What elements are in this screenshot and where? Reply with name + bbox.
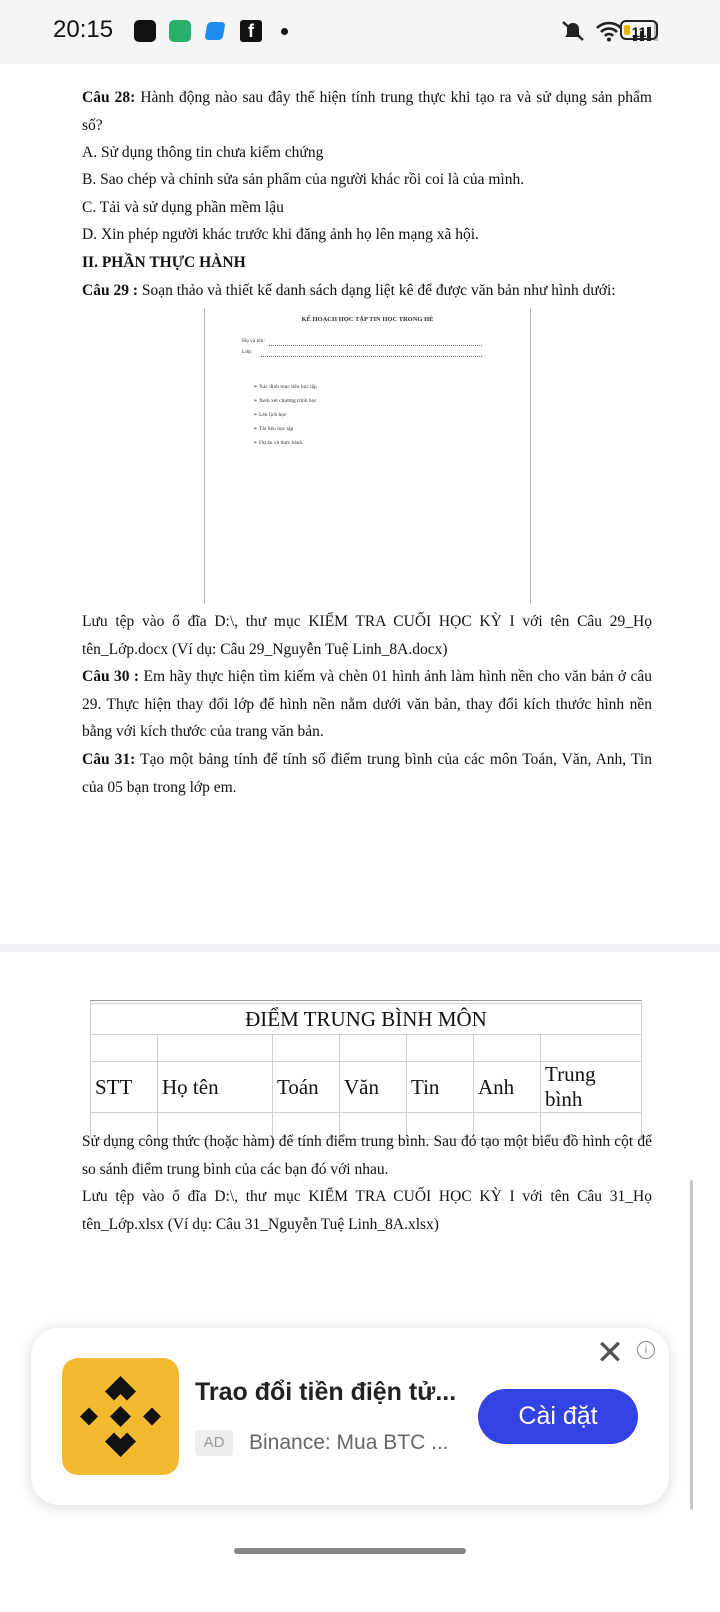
battery-saver-icon bbox=[169, 20, 191, 42]
embedded-document-image bbox=[204, 308, 531, 604]
q29-label: Câu 29 : bbox=[82, 282, 138, 299]
average-score-table bbox=[90, 1000, 642, 1140]
q29-text: Soạn thảo và thiết kế danh sách dạng liệt kê để được văn bản như hình dưới: bbox=[137, 282, 616, 299]
wifi-icon bbox=[596, 20, 622, 42]
scrollbar[interactable] bbox=[690, 1180, 693, 1510]
info-icon[interactable]: i bbox=[637, 1341, 655, 1359]
table-header: Toán bbox=[273, 1062, 340, 1113]
mini-doc-dotted-line bbox=[269, 345, 482, 346]
binance-logo-icon[interactable] bbox=[62, 1358, 179, 1475]
list-item: ➢ Tài liệu học tập bbox=[253, 426, 294, 432]
battery-indicator: 11 bbox=[620, 20, 658, 40]
q28-option-b: B. Sao chép và chỉnh sửa sản phẩm của người khác rồi coi là của mình. bbox=[82, 171, 525, 188]
table-header: Tin bbox=[407, 1062, 474, 1113]
formula-instruction: Sử dụng công thức (hoặc hàm) để tính điểm trung bình. Sau đó tạo một biểu đồ hình cột để so sánh điểm trung bình của các bạn đó với nhau. bbox=[82, 1133, 652, 1178]
list-item: ➢ Xác định mục tiêu học tập bbox=[253, 384, 317, 390]
list-item: ➢ Xem xét chương trình học bbox=[253, 398, 317, 404]
q31-label: Câu 31: bbox=[82, 751, 136, 768]
list-item: ➢ Lên lịch học bbox=[253, 412, 287, 418]
list-item: ➢ Dự án và thực hành bbox=[253, 440, 303, 446]
ad-title[interactable]: Trao đổi tiền điện tử... bbox=[195, 1378, 457, 1406]
table-cell bbox=[273, 1035, 340, 1062]
home-indicator[interactable] bbox=[234, 1548, 466, 1554]
q28-option-a: A. Sử dụng thông tin chưa kiểm chứng bbox=[82, 144, 324, 161]
binance-logo-mark bbox=[62, 1358, 179, 1475]
table-cell bbox=[474, 1035, 541, 1062]
mini-doc-name-label: Họ và tên: bbox=[242, 338, 265, 344]
ad-banner[interactable] bbox=[31, 1328, 669, 1505]
table-title: ĐIỂM TRUNG BÌNH MÔN bbox=[91, 1004, 642, 1035]
q28-text: Hành động nào sau đây thể hiện tính trung thực khi tạo ra và sử dụng sản phẩm số? bbox=[82, 89, 652, 134]
ad-subtitle[interactable]: Binance: Mua BTC ... bbox=[249, 1431, 449, 1454]
table-header: STT bbox=[91, 1062, 158, 1113]
table-header: Họ tên bbox=[158, 1062, 273, 1113]
table-cell bbox=[340, 1035, 407, 1062]
q28-option-d: D. Xin phép người khác trước khi đăng ảnh họ lên mạng xã hội. bbox=[82, 226, 479, 243]
notification-dot-icon bbox=[281, 28, 288, 35]
question-28 bbox=[82, 84, 652, 139]
save-instruction-31: Lưu tệp vào ổ đĩa D:\, thư mục KIỂM TRA CUỐI HỌC KỲ I với tên Câu 31_Họ tên_Lớp.xlsx (Ví dụ: Câu 31_Nguyễn Tuệ Linh_8A.xlsx) bbox=[82, 1188, 652, 1233]
mini-doc-list bbox=[253, 380, 317, 450]
q28-label: Câu 28: bbox=[82, 89, 136, 106]
mini-doc-class-label: Lớp: bbox=[242, 349, 253, 355]
section-heading: II. PHẦN THỰC HÀNH bbox=[82, 254, 246, 271]
blue-app-icon bbox=[204, 22, 225, 40]
status-bar bbox=[0, 0, 720, 64]
q31-text: Tạo một bảng tính để tính số điểm trung bình của các môn Toán, Văn, Anh, Tin của 05 bạn trong lớp em. bbox=[82, 751, 652, 796]
question-30 bbox=[82, 663, 652, 746]
install-button[interactable]: Cài đặt bbox=[478, 1389, 638, 1444]
table-header: Anh bbox=[474, 1062, 541, 1113]
table-cell bbox=[158, 1035, 273, 1062]
page-separator bbox=[0, 944, 720, 952]
table-header: Văn bbox=[340, 1062, 407, 1113]
mini-doc-title: KẾ HOẠCH HỌC TẬP TIN HỌC TRONG HÈ bbox=[301, 316, 434, 323]
mute-icon bbox=[560, 20, 586, 42]
ghost-icon bbox=[134, 20, 156, 42]
table-header: Trung bình bbox=[541, 1062, 642, 1113]
close-icon[interactable]: ✕ bbox=[595, 1334, 625, 1372]
ad-badge: AD bbox=[195, 1430, 233, 1456]
save-instruction-29: Lưu tệp vào ổ đĩa D:\, thư mục KIỂM TRA CUỐI HỌC KỲ I với tên Câu 29_Họ tên_Lớp.docx (Ví dụ: Câu 29_Nguyễn Tuệ Linh_8A.docx) bbox=[82, 613, 652, 658]
table-cell bbox=[407, 1035, 474, 1062]
q30-text: Em hãy thực hiện tìm kiếm và chèn 01 hình ảnh làm hình nền cho văn bản ở câu 29. Thực hiện thay đổi lớp để hình nền nằm dưới văn bản, thay đổi kích thước hình nền bằng với kích thước của trang văn bản. bbox=[82, 668, 653, 740]
question-29 bbox=[82, 277, 652, 305]
q30-label: Câu 30 : bbox=[82, 668, 140, 685]
question-31 bbox=[82, 746, 652, 801]
table-cell bbox=[91, 1035, 158, 1062]
facebook-icon: f bbox=[240, 20, 262, 42]
mini-doc-dotted-line bbox=[261, 356, 482, 357]
table-cell bbox=[541, 1035, 642, 1062]
q28-option-c: C. Tải và sử dụng phần mềm lậu bbox=[82, 199, 284, 216]
clock: 20:15 bbox=[53, 16, 114, 43]
